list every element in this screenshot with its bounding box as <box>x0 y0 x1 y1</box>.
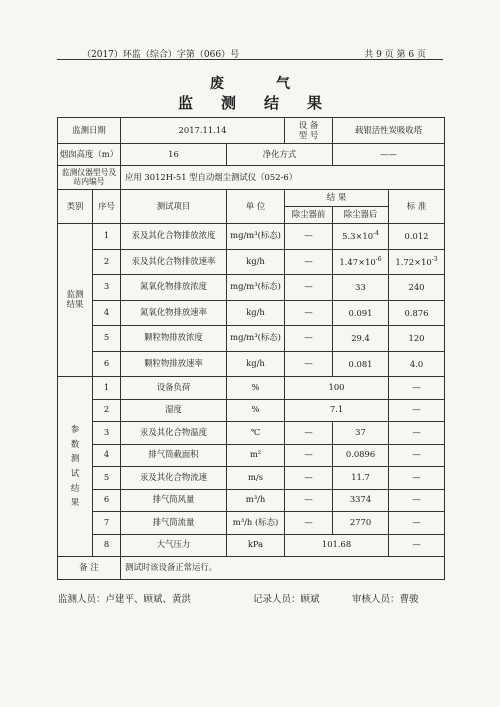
table-row <box>58 489 445 512</box>
row-unit: m² <box>227 444 285 467</box>
recorder-staff: 记录人员：顾斌 <box>253 594 320 605</box>
remarks-row <box>58 557 445 580</box>
table-row <box>58 326 445 352</box>
row-standard-exponent: -3 <box>431 255 438 263</box>
row-item: 氮氧化物排放速率 <box>121 300 227 326</box>
date-value: 2017.11.14 <box>121 118 285 144</box>
row-unit: kPa <box>227 534 285 557</box>
row-before: — <box>285 249 333 275</box>
category-label-line2: 结果 <box>66 299 84 309</box>
monitoring-results-group <box>58 224 445 377</box>
row-before: — <box>285 444 333 467</box>
row-after-exponent: -6 <box>375 255 382 263</box>
row-standard-base: 0.876 <box>404 307 429 318</box>
info-row-stack <box>58 144 445 166</box>
row-seq: 2 <box>93 399 121 422</box>
category-parameter-results <box>58 377 93 557</box>
category-label-char: 参 <box>70 424 80 435</box>
category-label-char: 数 <box>70 438 80 449</box>
row-after-base: 0.091 <box>348 307 373 318</box>
page-title-line1: 废气 <box>210 76 342 92</box>
table-row <box>58 224 445 250</box>
row-after: 0.0896 <box>333 444 389 467</box>
device-value: 载银活性炭吸收塔 <box>333 118 445 144</box>
category-label-char: 结 <box>70 482 80 493</box>
row-unit: % <box>227 377 285 400</box>
info-row-date <box>58 118 445 144</box>
table-row <box>58 512 445 535</box>
row-unit: m³/h <box>227 489 285 512</box>
row-before: — <box>285 512 333 535</box>
row-seq: 1 <box>93 377 121 400</box>
row-item: 汞及其化合物排放速率 <box>121 249 227 275</box>
row-before: — <box>285 275 333 301</box>
row-before: — <box>285 467 333 490</box>
table-row <box>58 467 445 490</box>
row-standard: — <box>389 399 445 422</box>
row-item: 排气筒风量 <box>121 489 227 512</box>
purify-value: —— <box>333 144 445 166</box>
purify-label: 净化方式 <box>227 144 333 166</box>
row-standard-base: 1.72×10 <box>395 256 432 267</box>
category-label-char: 果 <box>70 497 80 508</box>
row-standard: — <box>389 377 445 400</box>
row-before: — <box>285 224 333 250</box>
row-unit: kg/h <box>227 300 285 326</box>
row-before: — <box>285 300 333 326</box>
row-before: — <box>285 351 333 377</box>
row-after <box>333 326 389 352</box>
row-item: 排气筒流量 <box>121 512 227 535</box>
row-unit: m³/h (标态) <box>227 512 285 535</box>
table-row <box>58 422 445 445</box>
table-row <box>58 275 445 301</box>
row-after <box>333 351 389 377</box>
row-after: 3374 <box>333 489 389 512</box>
instrument-label: 监测仪器型号及站内编号 <box>58 166 121 190</box>
row-seq: 1 <box>93 224 121 250</box>
row-seq: 6 <box>93 351 121 377</box>
row-standard-base: 0.012 <box>404 230 429 241</box>
row-standard: — <box>389 534 445 557</box>
device-label: 设 备 型 号 <box>285 118 333 144</box>
row-seq: 7 <box>93 512 121 535</box>
row-item: 汞及其化合物排放浓度 <box>121 224 227 250</box>
category-label-line1: 监测 <box>66 289 84 300</box>
row-standard <box>389 326 445 352</box>
row-standard <box>389 275 445 301</box>
row-after: 11.7 <box>333 467 389 490</box>
table-row <box>58 377 445 400</box>
reviewer-staff: 审核人员：曹骏 <box>352 594 419 605</box>
instrument-value: 应用 3012H-51 型自动烟尘测试仪（052-6） <box>121 166 445 190</box>
row-unit: % <box>227 399 285 422</box>
row-result-merged: 101.68 <box>285 534 389 557</box>
row-item: 氮氧化物排放浓度 <box>121 275 227 301</box>
col-category: 类别 <box>58 190 93 224</box>
row-after-base: 33 <box>355 281 366 292</box>
row-after: 37 <box>333 422 389 445</box>
table-row <box>58 399 445 422</box>
row-result-merged: 7.1 <box>285 399 389 422</box>
row-standard <box>389 224 445 250</box>
col-result: 结 果 <box>285 190 389 207</box>
row-result-merged: 100 <box>285 377 389 400</box>
header-rule <box>57 59 443 60</box>
row-after-exponent: -4 <box>373 230 379 238</box>
row-after-base: 1.47×10 <box>339 256 376 267</box>
parameter-results-group <box>58 377 445 557</box>
col-item: 测试项目 <box>121 190 227 224</box>
row-item: 汞及其化合物流速 <box>121 467 227 490</box>
col-unit: 单 位 <box>227 190 285 224</box>
row-unit: kg/h <box>227 351 285 377</box>
row-before: — <box>285 326 333 352</box>
row-unit: kg/h <box>227 249 285 275</box>
row-seq: 3 <box>93 275 121 301</box>
results-table <box>57 117 445 580</box>
row-item: 颗粒物排放速率 <box>121 351 227 377</box>
category-monitoring-results <box>58 224 93 377</box>
table-row <box>58 300 445 326</box>
row-standard: — <box>389 467 445 490</box>
row-standard <box>389 300 445 326</box>
row-item: 大气压力 <box>121 534 227 557</box>
info-row-instrument <box>58 166 445 190</box>
date-label: 监测日期 <box>58 118 121 144</box>
table-row <box>58 534 445 557</box>
col-after: 除尘器后 <box>333 207 389 224</box>
row-after-base: 5.3×10 <box>342 230 374 241</box>
remarks-label: 备 注 <box>58 557 121 580</box>
row-seq: 3 <box>93 422 121 445</box>
row-standard: — <box>389 444 445 467</box>
row-item: 设备负荷 <box>121 377 227 400</box>
row-standard-base: 240 <box>408 281 425 292</box>
row-seq: 4 <box>93 444 121 467</box>
row-after <box>333 224 389 250</box>
table-row <box>58 351 445 377</box>
row-unit: m/s <box>227 467 285 490</box>
col-seq: 序号 <box>93 190 121 224</box>
row-after <box>333 275 389 301</box>
page-title-line2: 监测结果 <box>177 94 350 112</box>
row-standard: — <box>389 422 445 445</box>
row-item: 湿度 <box>121 399 227 422</box>
row-item: 颗粒物排放浓度 <box>121 326 227 352</box>
col-standard: 标 准 <box>389 190 445 224</box>
row-item: 排气筒截面积 <box>121 444 227 467</box>
row-after: 2770 <box>333 512 389 535</box>
stack-height-label: 烟囱高度（m） <box>58 144 121 166</box>
row-seq: 6 <box>93 489 121 512</box>
document-number: （2017）环监（综合）字第（066）号 <box>82 50 240 60</box>
page-count: 共 9 页 第 6 页 <box>364 50 426 60</box>
monitor-staff: 监测人员：卢建平、顾斌、黄洪 <box>58 594 192 605</box>
row-after-base: 29.4 <box>351 332 370 343</box>
row-before: — <box>285 422 333 445</box>
row-seq: 2 <box>93 249 121 275</box>
row-standard <box>389 351 445 377</box>
row-seq: 8 <box>93 534 121 557</box>
row-standard: — <box>389 512 445 535</box>
row-seq: 5 <box>93 326 121 352</box>
row-item: 汞及其化合物温度 <box>121 422 227 445</box>
column-header-row <box>58 190 445 207</box>
row-unit: mg/m³(标态) <box>227 275 285 301</box>
table-row <box>58 249 445 275</box>
row-unit: mg/m³(标态) <box>227 326 285 352</box>
row-after-base: 0.081 <box>348 358 373 369</box>
row-unit: mg/m³(标态) <box>227 224 285 250</box>
col-before: 除尘器前 <box>285 207 333 224</box>
remarks-value: 测试时该设备正常运行。 <box>121 557 445 580</box>
row-standard: — <box>389 489 445 512</box>
row-before: — <box>285 489 333 512</box>
row-unit: ℃ <box>227 422 285 445</box>
row-after <box>333 249 389 275</box>
category-label-char: 试 <box>70 468 80 478</box>
table-row <box>58 444 445 467</box>
row-seq: 5 <box>93 467 121 490</box>
row-standard <box>389 249 445 275</box>
row-standard-base: 4.0 <box>409 358 424 369</box>
category-label-char: 测 <box>70 453 80 464</box>
row-standard-base: 120 <box>408 332 425 343</box>
row-seq: 4 <box>93 300 121 326</box>
stack-height-value: 16 <box>121 144 227 166</box>
row-after <box>333 300 389 326</box>
